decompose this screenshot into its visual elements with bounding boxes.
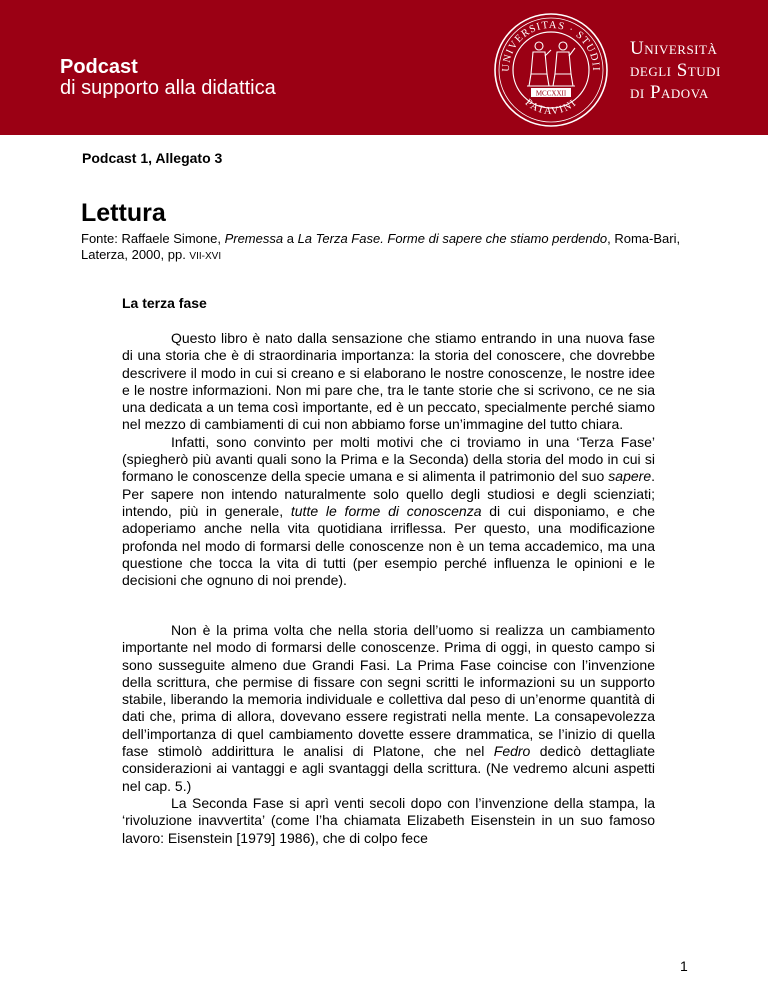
podcast-title: Podcast bbox=[60, 56, 138, 78]
university-seal-logo bbox=[493, 12, 609, 128]
attachment-label: Podcast 1, Allegato 3 bbox=[82, 150, 223, 166]
header-banner bbox=[0, 0, 768, 135]
paragraph-2: Infatti, sono convinto per molti motivi che ci troviamo in una ‘Terza Fase’ (spiegherò più avanti quali sono la Prima e la Seconda) della storia del modo in cui si formano le conoscenze della specie umana e si alimenta il patrimonio del suo sapere. Per sapere non intendo naturalmente solo quello degli studiosi e degli scienziati; intendo, più in generale, tutte le forme di conoscenza di cui disponiamo, e che adoperiamo anche nella vita quotidiana irriflessa. Per questo, una modificazione profonda nel modo di formarsi delle conoscenze non è un tema accademico, ma una questione che tocca la vita di tutti (per esempio perché influenza le opinioni e le decisioni che ognuno di noi prende). bbox=[122, 433, 655, 589]
svg-text:PATAVINI: PATAVINI bbox=[522, 97, 580, 118]
document-title: Lettura bbox=[81, 199, 166, 227]
body-text-block-2 bbox=[122, 622, 655, 847]
svg-text:MCCXXII: MCCXXII bbox=[535, 89, 567, 98]
source-citation: Fonte: Raffaele Simone, Premessa a La Terza Fase. Forme di sapere che stiamo perdendo, Roma-Bari, Laterza, 2000, pp. VII-XVI bbox=[81, 231, 681, 262]
paragraph-1: Questo libro è nato dalla sensazione che stiamo entrando in una nuova fase di una storia che è di straordinaria importanza: la storia del conoscere, che dovrebbe descrivere il modo in cui si creano e si elaborano le nostre conoscenze, le nostre idee e le nostre informazioni. Non mi pare che, tra le tante storie che si scrivono, ce ne sia una dedicata a un tema così importante, ed è un peccato, specialmente perché siamo nel mezzo di cambiamenti di cui non abbiamo forse un’immagine del tutto chiara. bbox=[122, 330, 655, 433]
page-number: 1 bbox=[680, 958, 688, 974]
section-title: La terza fase bbox=[122, 295, 207, 311]
paragraph-3: Non è la prima volta che nella storia dell’uomo si realizza un cambiamento importante nel modo di formarsi delle conoscenze. Prima di oggi, in questo campo si sono susseguite almeno due Grandi Fasi. La Prima Fase coincise con l’invenzione della scrittura, che permise di fissare con segni scritti le informazioni su un supporto stabile, liberando la memoria individuale e collettiva dal peso di un’enorme quantità di dati che, prima di allora, dovevano essere registrati nella mente. La consapevolezza dell’importanza di quel cambiamento dovette essere drammatica, se l’inizio di quella fase stimolò addirittura le analisi di Platone, che nel Fedro dedicò dettagliate considerazioni ai vantaggi e agli svantaggi della scrittura. (Ne vedremo alcuni aspetti nel cap. 5.) bbox=[122, 622, 656, 794]
podcast-subtitle: di supporto alla didattica bbox=[60, 77, 276, 99]
university-name-line3: di Padova bbox=[630, 82, 709, 103]
paragraph-4: La Seconda Fase si aprì venti secoli dopo con l’invenzione della stampa, la ‘rivoluzione inavvertita’ (come l’ha chiamata Elizabeth Eisenstein in un suo famoso lavoro: Eisenstein [1979] 1986), che di colpo fece bbox=[122, 794, 655, 846]
body-text-block-1 bbox=[122, 330, 655, 589]
university-name-line2: degli Studi bbox=[630, 60, 721, 81]
svg-text:UNIVERSITAS · STUDII: UNIVERSITAS · STUDII bbox=[500, 19, 602, 73]
university-name bbox=[630, 38, 721, 104]
university-name-line1: Università bbox=[630, 38, 718, 59]
